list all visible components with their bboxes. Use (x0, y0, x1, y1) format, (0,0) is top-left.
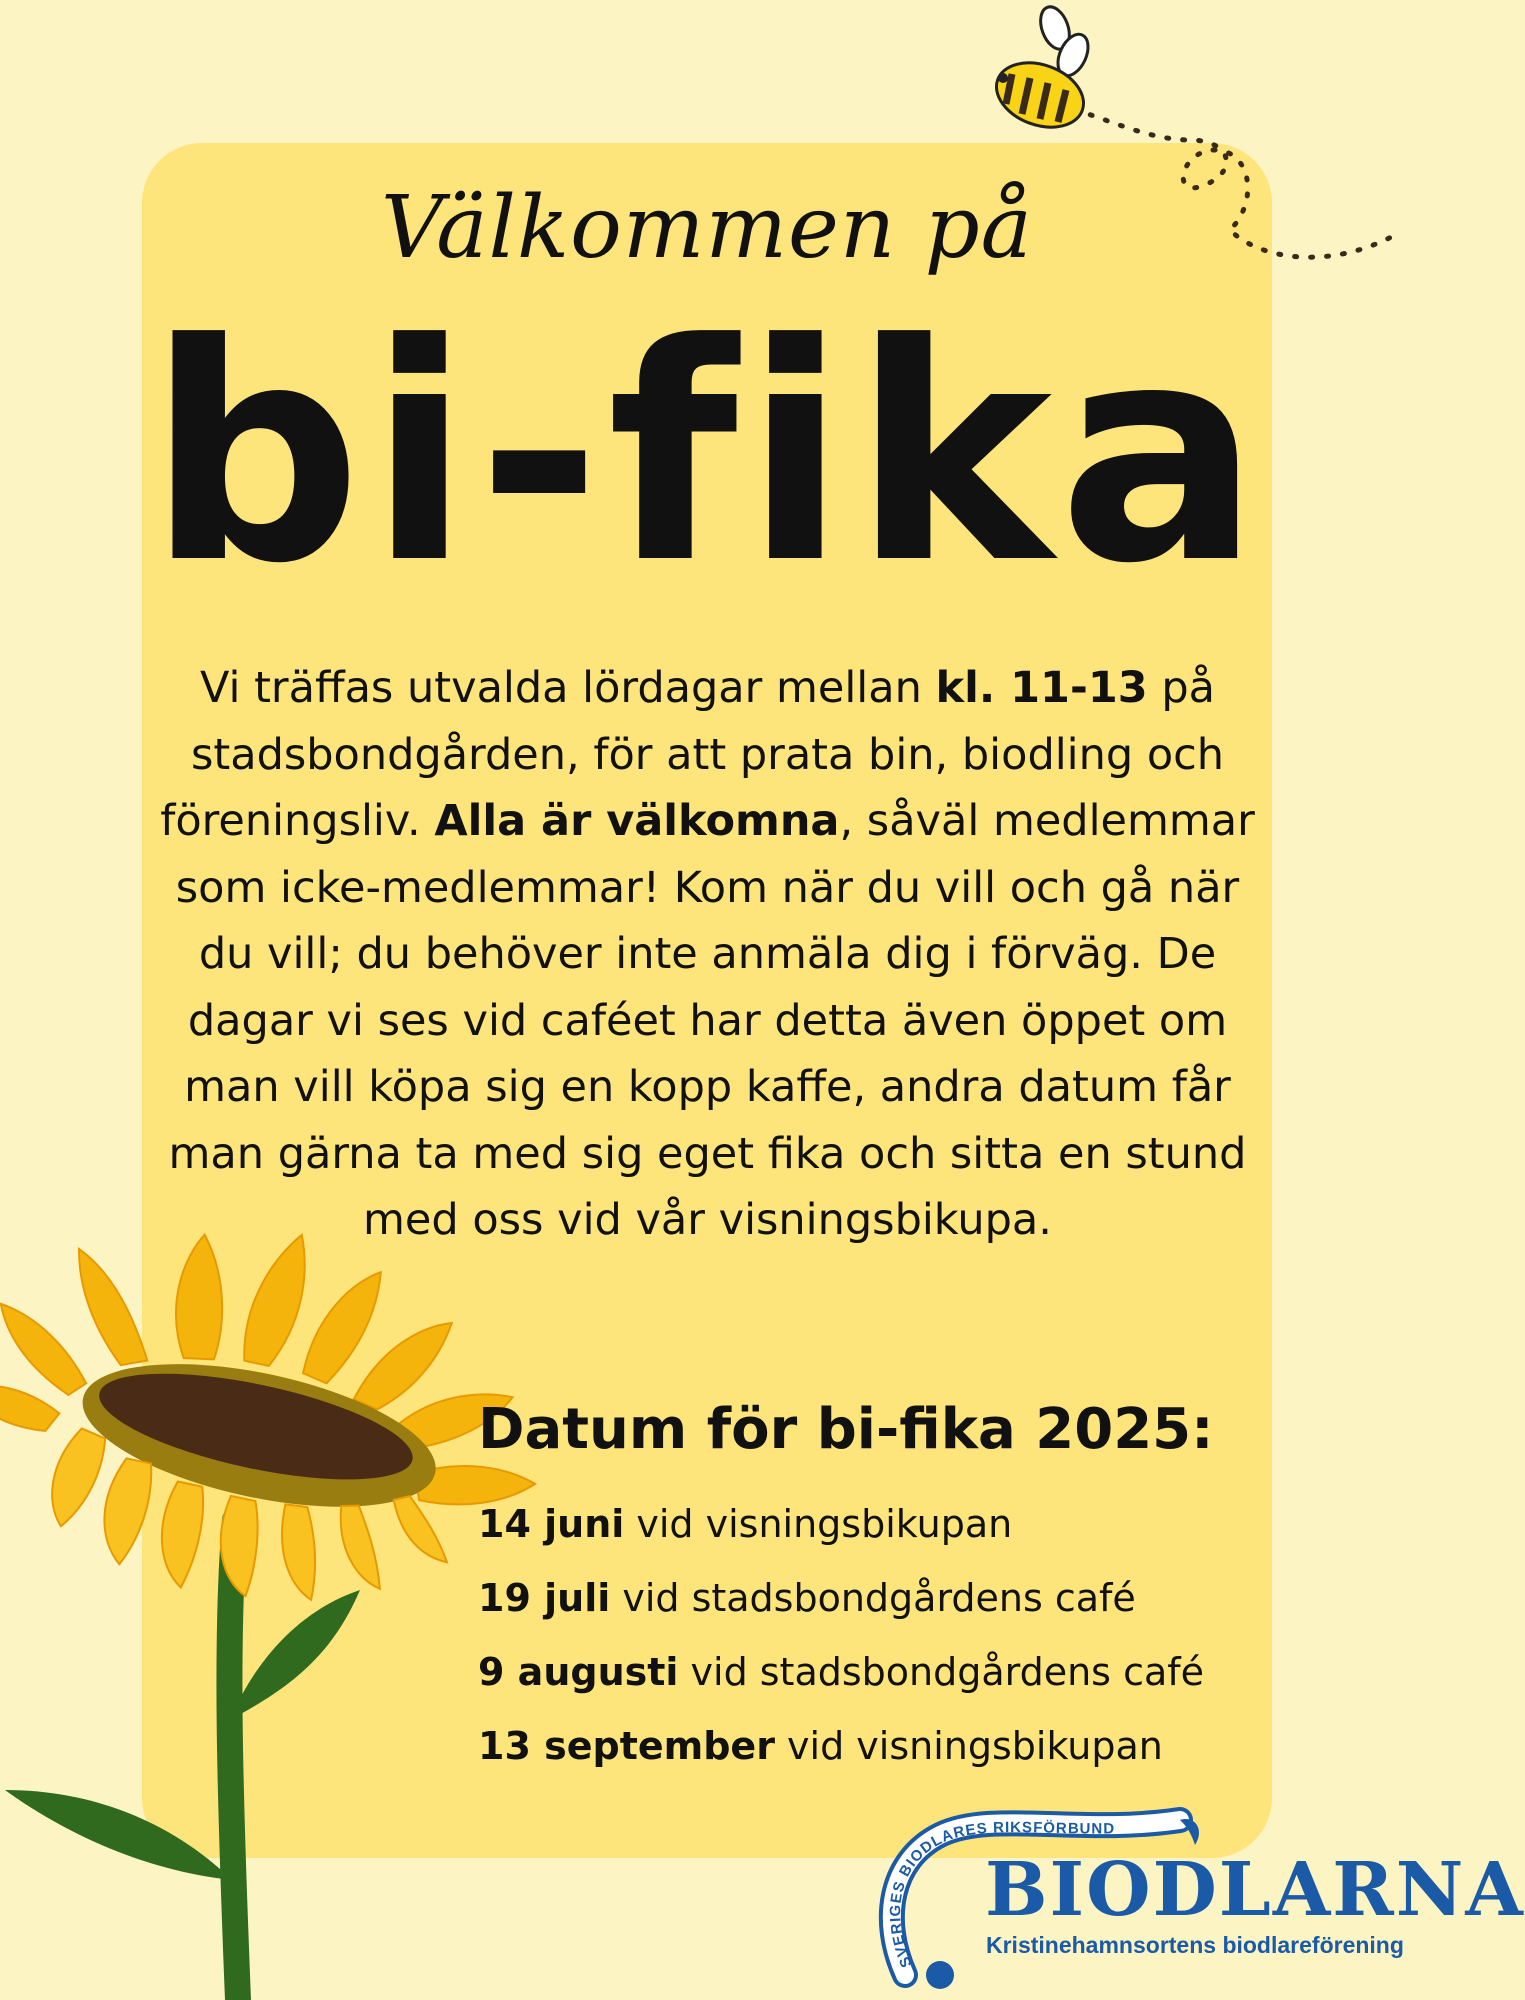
list-item (478, 1576, 1278, 1620)
list-item (478, 1650, 1278, 1694)
logo-subtitle: Kristinehamnsortens biodlareförening (986, 1932, 1404, 1958)
welcome-heading: Välkommen på (381, 178, 1033, 278)
intro-text-2: på stadsbondgården, för att prata bin, biodling och föreningsliv. (160, 663, 1225, 846)
dates-heading: Datum för bi-fika 2025: (478, 1397, 1214, 1462)
date-label: 19 juli (478, 1576, 611, 1620)
list-item (478, 1502, 1278, 1546)
date-place: vid stadsbondgårdens café (610, 1576, 1136, 1620)
date-label: 13 september (478, 1724, 775, 1768)
date-label: 14 juni (478, 1502, 625, 1546)
intro-text-1: Vi träffas utvalda lördagar mellan (199, 663, 936, 713)
intro-text-3: , såväl medlemmar som icke-medlemmar! Kom när du vill och gå när du vill; du behöver inte anmäla dig i förväg. De dagar vi ses vid caféet har detta även öppet om man vill köpa sig en kopp kaffe, andra datum får man gärna ta med sig eget fika och sitta en stund med oss vid vår visningsbikupa. (168, 796, 1255, 1245)
date-place: vid visningsbikupan (774, 1724, 1163, 1768)
date-place: vid visningsbikupan (624, 1502, 1013, 1546)
page-title: bi-fika (147, 280, 1267, 629)
bee-icon (987, 3, 1094, 139)
intro-welcome-all: Alla är välkomna (434, 796, 840, 846)
intro-time: kl. 11-13 (935, 663, 1148, 713)
date-place: vid stadsbondgårdens café (678, 1650, 1204, 1694)
logo-ribbon-text: SVERIGES BIODLARES RIKSFÖRBUND (887, 1819, 1116, 1970)
intro-paragraph (160, 655, 1255, 1254)
date-label: 9 augusti (478, 1650, 679, 1694)
list-item (478, 1724, 1278, 1768)
date-list (478, 1502, 1278, 1798)
logo-name: BIODLARNA (985, 1847, 1525, 1933)
